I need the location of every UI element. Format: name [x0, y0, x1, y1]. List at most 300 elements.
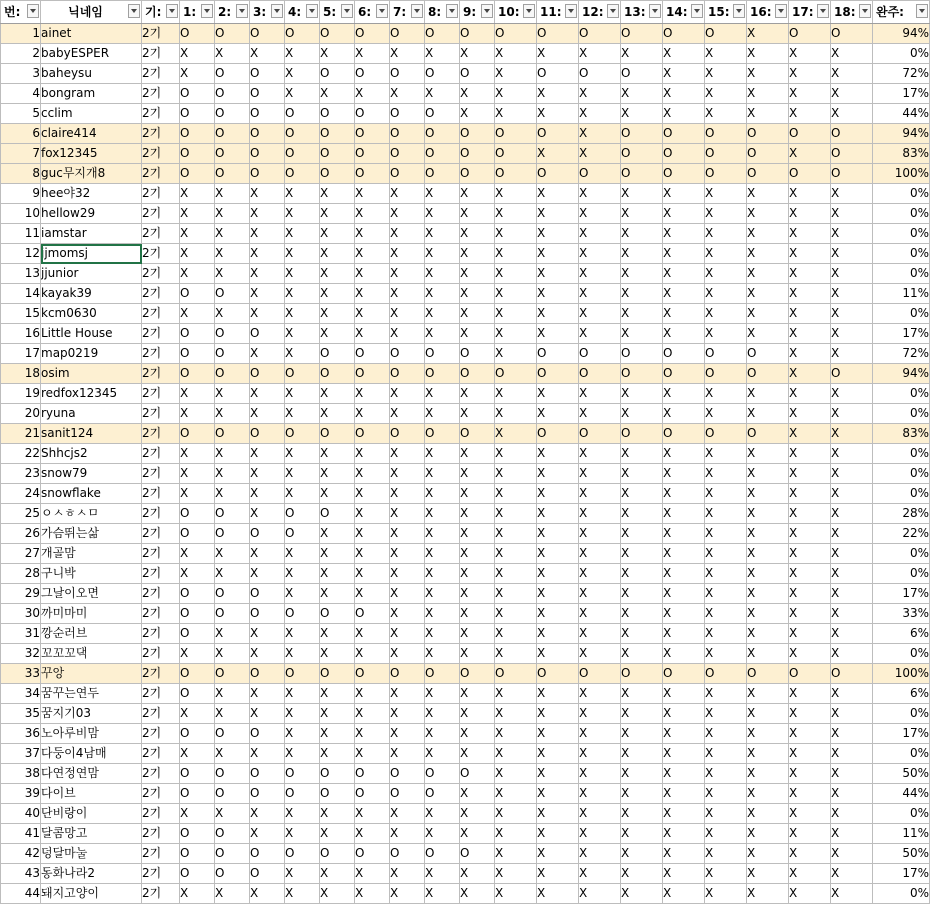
week-1-cell[interactable]: X: [180, 444, 215, 464]
column-header-18[interactable]: [705, 1, 747, 24]
week-5-cell[interactable]: X: [320, 884, 355, 904]
week-15-cell[interactable]: X: [705, 684, 747, 704]
filter-dropdown-icon[interactable]: [565, 4, 577, 18]
week-5-cell[interactable]: X: [320, 184, 355, 204]
week-8-cell[interactable]: X: [425, 564, 460, 584]
week-6-cell[interactable]: O: [355, 164, 390, 184]
week-14-cell[interactable]: X: [663, 824, 705, 844]
week-6-cell[interactable]: O: [355, 124, 390, 144]
week-11-cell[interactable]: X: [537, 284, 579, 304]
week-6-cell[interactable]: O: [355, 844, 390, 864]
completion-rate-cell[interactable]: 0%: [873, 404, 930, 424]
week-11-cell[interactable]: X: [537, 444, 579, 464]
week-17-cell[interactable]: X: [789, 684, 831, 704]
week-12-cell[interactable]: X: [579, 144, 621, 164]
week-7-cell[interactable]: O: [390, 124, 425, 144]
week-14-cell[interactable]: X: [663, 644, 705, 664]
row-number-cell[interactable]: 6: [1, 124, 41, 144]
week-4-cell[interactable]: X: [285, 884, 320, 904]
week-9-cell[interactable]: X: [460, 824, 495, 844]
week-6-cell[interactable]: O: [355, 144, 390, 164]
week-7-cell[interactable]: X: [390, 284, 425, 304]
week-5-cell[interactable]: X: [320, 444, 355, 464]
week-5-cell[interactable]: O: [320, 424, 355, 444]
week-16-cell[interactable]: X: [747, 304, 789, 324]
row-number-cell[interactable]: 30: [1, 604, 41, 624]
week-9-cell[interactable]: O: [460, 424, 495, 444]
week-10-cell[interactable]: X: [495, 684, 537, 704]
week-9-cell[interactable]: X: [460, 184, 495, 204]
week-8-cell[interactable]: X: [425, 244, 460, 264]
week-12-cell[interactable]: X: [579, 604, 621, 624]
week-10-cell[interactable]: X: [495, 524, 537, 544]
week-17-cell[interactable]: X: [789, 844, 831, 864]
week-1-cell[interactable]: O: [180, 584, 215, 604]
week-15-cell[interactable]: X: [705, 384, 747, 404]
week-8-cell[interactable]: X: [425, 804, 460, 824]
week-8-cell[interactable]: X: [425, 604, 460, 624]
filter-dropdown-icon[interactable]: [649, 4, 661, 18]
nickname-cell[interactable]: 다이브: [41, 784, 142, 804]
week-6-cell[interactable]: X: [355, 704, 390, 724]
week-1-cell[interactable]: O: [180, 604, 215, 624]
week-8-cell[interactable]: X: [425, 584, 460, 604]
filter-dropdown-icon[interactable]: [341, 4, 353, 18]
week-7-cell[interactable]: X: [390, 444, 425, 464]
week-18-cell[interactable]: X: [831, 744, 873, 764]
week-12-cell[interactable]: X: [579, 384, 621, 404]
week-14-cell[interactable]: O: [663, 144, 705, 164]
week-6-cell[interactable]: O: [355, 664, 390, 684]
week-14-cell[interactable]: X: [663, 84, 705, 104]
week-18-cell[interactable]: X: [831, 564, 873, 584]
week-11-cell[interactable]: X: [537, 144, 579, 164]
row-number-cell[interactable]: 38: [1, 764, 41, 784]
generation-cell[interactable]: 2기: [142, 504, 180, 524]
week-8-cell[interactable]: X: [425, 324, 460, 344]
week-16-cell[interactable]: X: [747, 44, 789, 64]
completion-rate-cell[interactable]: 72%: [873, 344, 930, 364]
filter-dropdown-icon[interactable]: [481, 4, 493, 18]
column-header-14[interactable]: [537, 1, 579, 24]
completion-rate-cell[interactable]: 17%: [873, 724, 930, 744]
week-9-cell[interactable]: X: [460, 224, 495, 244]
week-10-cell[interactable]: X: [495, 764, 537, 784]
week-4-cell[interactable]: X: [285, 244, 320, 264]
week-4-cell[interactable]: X: [285, 204, 320, 224]
week-10-cell[interactable]: X: [495, 844, 537, 864]
week-13-cell[interactable]: X: [621, 444, 663, 464]
week-7-cell[interactable]: X: [390, 324, 425, 344]
column-header-1[interactable]: [1, 1, 41, 24]
row-number-cell[interactable]: 36: [1, 724, 41, 744]
week-11-cell[interactable]: O: [537, 344, 579, 364]
completion-rate-cell[interactable]: 17%: [873, 864, 930, 884]
week-13-cell[interactable]: O: [621, 64, 663, 84]
row-number-cell[interactable]: 10: [1, 204, 41, 224]
week-4-cell[interactable]: X: [285, 404, 320, 424]
week-8-cell[interactable]: X: [425, 884, 460, 904]
week-14-cell[interactable]: X: [663, 724, 705, 744]
week-4-cell[interactable]: O: [285, 664, 320, 684]
week-8-cell[interactable]: O: [425, 104, 460, 124]
week-4-cell[interactable]: O: [285, 164, 320, 184]
week-1-cell[interactable]: O: [180, 124, 215, 144]
week-13-cell[interactable]: X: [621, 404, 663, 424]
filter-dropdown-icon[interactable]: [411, 4, 423, 18]
week-10-cell[interactable]: X: [495, 444, 537, 464]
week-12-cell[interactable]: X: [579, 224, 621, 244]
week-15-cell[interactable]: X: [705, 544, 747, 564]
week-15-cell[interactable]: X: [705, 844, 747, 864]
generation-cell[interactable]: 2기: [142, 624, 180, 644]
week-13-cell[interactable]: X: [621, 884, 663, 904]
week-1-cell[interactable]: O: [180, 424, 215, 444]
row-number-cell[interactable]: 34: [1, 684, 41, 704]
generation-cell[interactable]: 2기: [142, 264, 180, 284]
week-7-cell[interactable]: X: [390, 564, 425, 584]
week-4-cell[interactable]: X: [285, 44, 320, 64]
week-7-cell[interactable]: X: [390, 624, 425, 644]
week-14-cell[interactable]: X: [663, 404, 705, 424]
week-12-cell[interactable]: X: [579, 444, 621, 464]
completion-rate-cell[interactable]: 0%: [873, 44, 930, 64]
row-number-cell[interactable]: 42: [1, 844, 41, 864]
row-number-cell[interactable]: 18: [1, 364, 41, 384]
week-6-cell[interactable]: O: [355, 764, 390, 784]
generation-cell[interactable]: 2기: [142, 344, 180, 364]
generation-cell[interactable]: 2기: [142, 44, 180, 64]
week-4-cell[interactable]: O: [285, 784, 320, 804]
week-15-cell[interactable]: X: [705, 304, 747, 324]
filter-dropdown-icon[interactable]: [775, 4, 787, 18]
filter-dropdown-icon[interactable]: [607, 4, 619, 18]
week-15-cell[interactable]: X: [705, 644, 747, 664]
week-5-cell[interactable]: O: [320, 64, 355, 84]
week-1-cell[interactable]: X: [180, 244, 215, 264]
week-1-cell[interactable]: X: [180, 304, 215, 324]
week-12-cell[interactable]: X: [579, 304, 621, 324]
week-4-cell[interactable]: O: [285, 364, 320, 384]
week-6-cell[interactable]: O: [355, 604, 390, 624]
week-13-cell[interactable]: X: [621, 184, 663, 204]
week-17-cell[interactable]: O: [789, 24, 831, 44]
row-number-cell[interactable]: 8: [1, 164, 41, 184]
row-number-cell[interactable]: 26: [1, 524, 41, 544]
week-18-cell[interactable]: O: [831, 144, 873, 164]
week-11-cell[interactable]: X: [537, 864, 579, 884]
completion-rate-cell[interactable]: 22%: [873, 524, 930, 544]
week-13-cell[interactable]: X: [621, 44, 663, 64]
generation-cell[interactable]: 2기: [142, 604, 180, 624]
week-18-cell[interactable]: X: [831, 804, 873, 824]
week-6-cell[interactable]: X: [355, 584, 390, 604]
week-11-cell[interactable]: X: [537, 884, 579, 904]
completion-rate-cell[interactable]: 0%: [873, 884, 930, 904]
week-2-cell[interactable]: X: [215, 804, 250, 824]
week-17-cell[interactable]: X: [789, 704, 831, 724]
week-12-cell[interactable]: X: [579, 864, 621, 884]
week-1-cell[interactable]: O: [180, 864, 215, 884]
week-17-cell[interactable]: X: [789, 724, 831, 744]
nickname-cell[interactable]: Little House: [41, 324, 142, 344]
filter-dropdown-icon[interactable]: [523, 4, 535, 18]
week-10-cell[interactable]: X: [495, 384, 537, 404]
week-5-cell[interactable]: X: [320, 264, 355, 284]
week-13-cell[interactable]: X: [621, 584, 663, 604]
week-1-cell[interactable]: O: [180, 164, 215, 184]
week-12-cell[interactable]: X: [579, 744, 621, 764]
week-7-cell[interactable]: O: [390, 144, 425, 164]
week-1-cell[interactable]: X: [180, 744, 215, 764]
row-number-cell[interactable]: 21: [1, 424, 41, 444]
week-12-cell[interactable]: X: [579, 104, 621, 124]
generation-cell[interactable]: 2기: [142, 364, 180, 384]
row-number-cell[interactable]: 24: [1, 484, 41, 504]
week-6-cell[interactable]: X: [355, 524, 390, 544]
row-number-cell[interactable]: 2: [1, 44, 41, 64]
week-15-cell[interactable]: X: [705, 404, 747, 424]
week-12-cell[interactable]: O: [579, 364, 621, 384]
row-number-cell[interactable]: 35: [1, 704, 41, 724]
week-10-cell[interactable]: O: [495, 664, 537, 684]
week-5-cell[interactable]: X: [320, 304, 355, 324]
week-18-cell[interactable]: X: [831, 104, 873, 124]
week-10-cell[interactable]: X: [495, 624, 537, 644]
week-14-cell[interactable]: X: [663, 584, 705, 604]
week-9-cell[interactable]: O: [460, 64, 495, 84]
week-18-cell[interactable]: X: [831, 344, 873, 364]
completion-rate-cell[interactable]: 0%: [873, 444, 930, 464]
week-1-cell[interactable]: X: [180, 564, 215, 584]
week-12-cell[interactable]: X: [579, 624, 621, 644]
week-2-cell[interactable]: O: [215, 144, 250, 164]
generation-cell[interactable]: 2기: [142, 564, 180, 584]
generation-cell[interactable]: 2기: [142, 524, 180, 544]
week-2-cell[interactable]: X: [215, 704, 250, 724]
week-18-cell[interactable]: X: [831, 784, 873, 804]
week-14-cell[interactable]: X: [663, 204, 705, 224]
week-16-cell[interactable]: X: [747, 64, 789, 84]
week-17-cell[interactable]: X: [789, 784, 831, 804]
week-18-cell[interactable]: X: [831, 544, 873, 564]
week-7-cell[interactable]: O: [390, 24, 425, 44]
row-number-cell[interactable]: 17: [1, 344, 41, 364]
week-12-cell[interactable]: X: [579, 264, 621, 284]
week-10-cell[interactable]: X: [495, 644, 537, 664]
week-8-cell[interactable]: X: [425, 464, 460, 484]
week-4-cell[interactable]: X: [285, 184, 320, 204]
row-number-cell[interactable]: 13: [1, 264, 41, 284]
week-15-cell[interactable]: X: [705, 224, 747, 244]
completion-rate-cell[interactable]: 11%: [873, 284, 930, 304]
generation-cell[interactable]: 2기: [142, 84, 180, 104]
week-17-cell[interactable]: X: [789, 604, 831, 624]
column-header-17[interactable]: [663, 1, 705, 24]
nickname-cell[interactable]: 다둥이4남매: [41, 744, 142, 764]
week-13-cell[interactable]: X: [621, 384, 663, 404]
filter-dropdown-icon[interactable]: [27, 4, 39, 18]
week-18-cell[interactable]: X: [831, 384, 873, 404]
week-15-cell[interactable]: X: [705, 724, 747, 744]
week-10-cell[interactable]: X: [495, 404, 537, 424]
week-6-cell[interactable]: X: [355, 644, 390, 664]
week-11-cell[interactable]: O: [537, 124, 579, 144]
generation-cell[interactable]: 2기: [142, 204, 180, 224]
week-18-cell[interactable]: X: [831, 764, 873, 784]
week-5-cell[interactable]: O: [320, 604, 355, 624]
week-10-cell[interactable]: X: [495, 184, 537, 204]
week-15-cell[interactable]: X: [705, 764, 747, 784]
week-13-cell[interactable]: X: [621, 104, 663, 124]
generation-cell[interactable]: 2기: [142, 164, 180, 184]
week-3-cell[interactable]: O: [250, 324, 285, 344]
week-16-cell[interactable]: X: [747, 884, 789, 904]
week-17-cell[interactable]: X: [789, 504, 831, 524]
week-15-cell[interactable]: X: [705, 604, 747, 624]
completion-rate-cell[interactable]: 0%: [873, 384, 930, 404]
week-6-cell[interactable]: X: [355, 684, 390, 704]
week-5-cell[interactable]: X: [320, 384, 355, 404]
week-12-cell[interactable]: X: [579, 884, 621, 904]
column-header-6[interactable]: [250, 1, 285, 24]
row-number-cell[interactable]: 37: [1, 744, 41, 764]
week-10-cell[interactable]: X: [495, 584, 537, 604]
week-14-cell[interactable]: X: [663, 744, 705, 764]
week-2-cell[interactable]: O: [215, 784, 250, 804]
week-3-cell[interactable]: O: [250, 584, 285, 604]
completion-rate-cell[interactable]: 6%: [873, 684, 930, 704]
week-9-cell[interactable]: X: [460, 244, 495, 264]
week-3-cell[interactable]: O: [250, 144, 285, 164]
week-11-cell[interactable]: X: [537, 684, 579, 704]
week-2-cell[interactable]: X: [215, 304, 250, 324]
nickname-cell[interactable]: map0219: [41, 344, 142, 364]
week-1-cell[interactable]: X: [180, 384, 215, 404]
week-3-cell[interactable]: X: [250, 384, 285, 404]
week-2-cell[interactable]: X: [215, 444, 250, 464]
week-6-cell[interactable]: X: [355, 404, 390, 424]
week-12-cell[interactable]: X: [579, 284, 621, 304]
week-5-cell[interactable]: X: [320, 584, 355, 604]
week-6-cell[interactable]: X: [355, 884, 390, 904]
week-1-cell[interactable]: O: [180, 324, 215, 344]
row-number-cell[interactable]: 4: [1, 84, 41, 104]
week-3-cell[interactable]: O: [250, 604, 285, 624]
week-3-cell[interactable]: X: [250, 464, 285, 484]
week-3-cell[interactable]: O: [250, 784, 285, 804]
week-13-cell[interactable]: X: [621, 824, 663, 844]
week-14-cell[interactable]: X: [663, 264, 705, 284]
week-4-cell[interactable]: X: [285, 744, 320, 764]
nickname-cell[interactable]: babyESPER: [41, 44, 142, 64]
week-5-cell[interactable]: O: [320, 844, 355, 864]
week-3-cell[interactable]: O: [250, 724, 285, 744]
week-12-cell[interactable]: X: [579, 824, 621, 844]
week-6-cell[interactable]: O: [355, 24, 390, 44]
week-6-cell[interactable]: X: [355, 264, 390, 284]
week-12-cell[interactable]: X: [579, 244, 621, 264]
week-12-cell[interactable]: X: [579, 724, 621, 744]
week-2-cell[interactable]: O: [215, 524, 250, 544]
week-13-cell[interactable]: X: [621, 304, 663, 324]
week-15-cell[interactable]: X: [705, 864, 747, 884]
week-13-cell[interactable]: X: [621, 324, 663, 344]
week-14-cell[interactable]: O: [663, 24, 705, 44]
week-8-cell[interactable]: X: [425, 204, 460, 224]
generation-cell[interactable]: 2기: [142, 144, 180, 164]
week-4-cell[interactable]: X: [285, 864, 320, 884]
week-7-cell[interactable]: X: [390, 524, 425, 544]
week-7-cell[interactable]: X: [390, 204, 425, 224]
completion-rate-cell[interactable]: 0%: [873, 544, 930, 564]
week-12-cell[interactable]: X: [579, 564, 621, 584]
week-1-cell[interactable]: O: [180, 624, 215, 644]
week-13-cell[interactable]: O: [621, 124, 663, 144]
week-8-cell[interactable]: X: [425, 544, 460, 564]
week-11-cell[interactable]: X: [537, 724, 579, 744]
week-2-cell[interactable]: O: [215, 364, 250, 384]
filter-dropdown-icon[interactable]: [201, 4, 213, 18]
week-12-cell[interactable]: X: [579, 184, 621, 204]
week-8-cell[interactable]: O: [425, 664, 460, 684]
week-9-cell[interactable]: X: [460, 644, 495, 664]
week-15-cell[interactable]: O: [705, 124, 747, 144]
row-number-cell[interactable]: 43: [1, 864, 41, 884]
week-9-cell[interactable]: X: [460, 544, 495, 564]
week-13-cell[interactable]: X: [621, 244, 663, 264]
week-6-cell[interactable]: X: [355, 224, 390, 244]
week-9-cell[interactable]: X: [460, 284, 495, 304]
week-10-cell[interactable]: X: [495, 424, 537, 444]
generation-cell[interactable]: 2기: [142, 724, 180, 744]
week-14-cell[interactable]: X: [663, 304, 705, 324]
week-15-cell[interactable]: X: [705, 464, 747, 484]
week-16-cell[interactable]: X: [747, 644, 789, 664]
week-9-cell[interactable]: X: [460, 604, 495, 624]
generation-cell[interactable]: 2기: [142, 424, 180, 444]
nickname-cell[interactable]: iamstar: [41, 224, 142, 244]
week-12-cell[interactable]: X: [579, 124, 621, 144]
generation-cell[interactable]: 2기: [142, 784, 180, 804]
completion-rate-cell[interactable]: 0%: [873, 244, 930, 264]
generation-cell[interactable]: 2기: [142, 284, 180, 304]
week-4-cell[interactable]: O: [285, 424, 320, 444]
column-header-16[interactable]: [621, 1, 663, 24]
generation-cell[interactable]: 2기: [142, 104, 180, 124]
week-1-cell[interactable]: O: [180, 364, 215, 384]
completion-rate-cell[interactable]: 83%: [873, 144, 930, 164]
nickname-cell[interactable]: kayak39: [41, 284, 142, 304]
week-15-cell[interactable]: X: [705, 184, 747, 204]
week-6-cell[interactable]: X: [355, 84, 390, 104]
week-15-cell[interactable]: X: [705, 484, 747, 504]
week-4-cell[interactable]: O: [285, 24, 320, 44]
week-18-cell[interactable]: X: [831, 264, 873, 284]
week-4-cell[interactable]: X: [285, 284, 320, 304]
week-12-cell[interactable]: X: [579, 204, 621, 224]
week-18-cell[interactable]: X: [831, 284, 873, 304]
filter-dropdown-icon[interactable]: [306, 4, 318, 18]
row-number-cell[interactable]: 22: [1, 444, 41, 464]
week-11-cell[interactable]: X: [537, 624, 579, 644]
generation-cell[interactable]: 2기: [142, 404, 180, 424]
week-10-cell[interactable]: X: [495, 544, 537, 564]
week-18-cell[interactable]: X: [831, 584, 873, 604]
week-3-cell[interactable]: O: [250, 24, 285, 44]
nickname-cell[interactable]: bongram: [41, 84, 142, 104]
week-15-cell[interactable]: X: [705, 104, 747, 124]
